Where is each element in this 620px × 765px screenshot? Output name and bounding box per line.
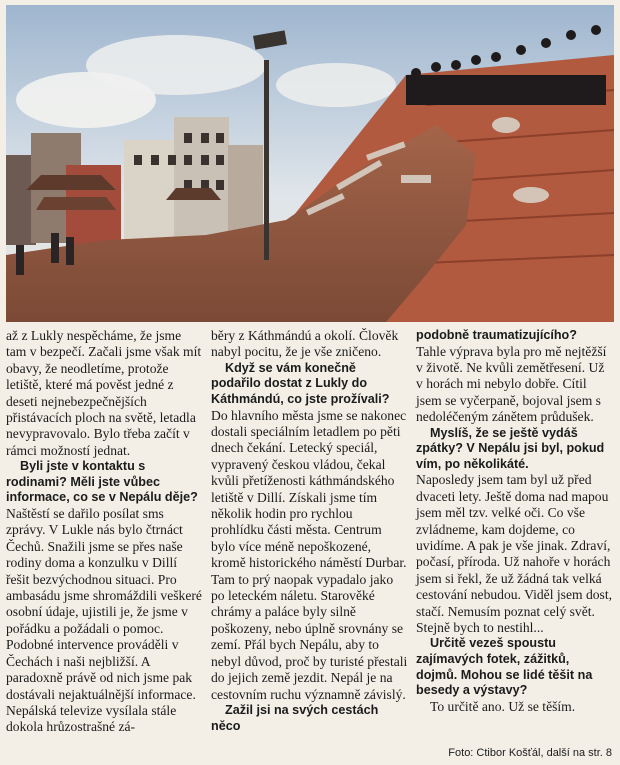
article-column-2 — [211, 328, 408, 738]
answer-paragraph: Naposledy jsem tam byl už před dvaceti lety. Ještě doma nad mapou jsem měl tzv. velké oči. Co vše zvládneme, kam dojdeme, co uvidíme. A pak je vše jinak. Zdraví, počasí, příroda. Už nahoře v horách jsem si řekl, že už žádná tak velká cestování nebudou. Viděl jsem dost, stačí. Nemusím poznat celý svět. Stejně bych to nestihl... — [416, 472, 613, 636]
interview-question: Když se vám konečně podařilo dostat z Lukly do Káthmándú, co jste prožívali? — [211, 360, 390, 406]
interview-question: Určitě vezeš spoustu zajímavých fotek, zážitků, dojmů. Mohou se lidé těšit na besedy a výstavy? — [416, 636, 593, 698]
article-body — [6, 328, 614, 738]
earthquake-photo-illustration — [6, 5, 614, 322]
interview-question: Myslíš, že se ještě vydáš zpátky? V Nepálu jsi byl, pokud vím, po několikáté. — [416, 425, 605, 471]
answer-paragraph: běry z Káthmándú a okolí. Člověk nabyl pocitu, že je vše zničeno. — [211, 328, 399, 360]
news-photo — [6, 5, 614, 322]
answer-paragraph: Tahle výprava byla pro mě nejtěžší v životě. Ne kvůli zemětřesení. Už v horách mi nebylo dobře. Cítil jsem se vyčerpaně, bojoval jsem s nedoléčeným zánětem průdušek. — [416, 343, 607, 425]
answer-paragraph: Naštěstí se dařilo posílat sms zprávy. V Lukle nás bylo čtrnáct Čechů. Snažili jsme se přes naše rodiny doma a konzulku v Dillí řešit bezvýchodnou situaci. Pro ambasádu jsme shromáždili veškeré osobní údaje, ujistili je, že jsme v pořádku a požádali o pomoc. Podobné intervence prováděli v Čechách i naši nejbližší. A paradoxně právě od nich jsme pak dostávali nejaktuálnější informace. Nepálská televize vysílala stále dokola hrůzostrašné zá- — [6, 506, 202, 735]
article-column-1 — [6, 328, 203, 738]
photo-credit: Foto: Ctibor Košťál, další na str. 8 — [448, 747, 612, 759]
answer-paragraph: To určitě ano. Už se těším. — [430, 698, 576, 714]
interview-question: Byli jste v kontaktu s rodinami? Měli jste vůbec informace, co se v Nepálu děje? — [6, 459, 198, 505]
interview-question: podobně traumatizujícího? — [416, 328, 577, 342]
article-column-3 — [416, 328, 613, 738]
interview-question: Zažil jsi na svých cestách něco — [211, 702, 379, 733]
answer-paragraph: Do hlavního města jsme se nakonec dostali speciálním letadlem po pěti dnech čekání. Letecký speciál, vypravený českou vládou, čekal kvůli přetíženosti káthmándského letiště v Dillí. Získali jsme tím několik hodin pro rychlou prohlídku části města. Centrum bylo více méně nepoškozené, kromě historického náměstí Durbar. Tam to prý naopak vypadalo jako po leteckém náletu. Starověké chrámy a paláce byly silně poškozeny, nebo úplně srovnány se zemí. Přál bych Nepálu, aby to nebyl důvod, proč by turisté přestali do jejich země jezdit. Nepál je na cestovním ruchu významně závislý. — [211, 407, 408, 702]
answer-paragraph: až z Lukly nespěcháme, že jsme tam v bezpečí. Začali jsme však mít obavy, že neodletíme, protože letiště, které má pověst jedné z deseti nejnebezpečnějších přistávacích ploch na světě, letadla nevypravovalo. Bylo třeba začít v rámci možností jednat. — [6, 328, 202, 458]
